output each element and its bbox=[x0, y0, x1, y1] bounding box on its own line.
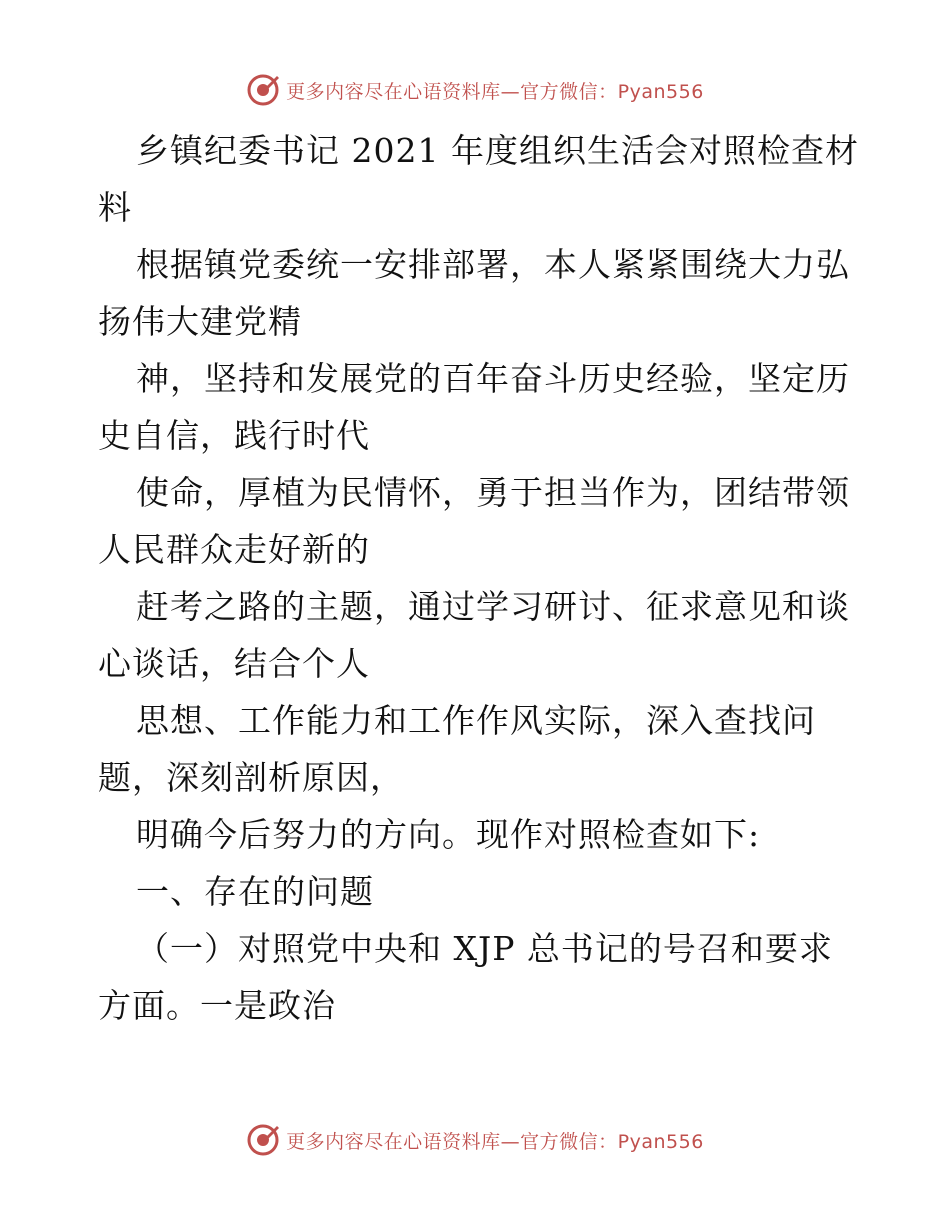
paragraph-line: 心谈话，结合个人 bbox=[98, 644, 370, 683]
pen-logo-icon bbox=[246, 73, 280, 107]
watermark-text: 更多内容尽在心语资料库—官方微信：Pyan556 bbox=[286, 80, 704, 103]
subsection-heading: （一）对照党中央和 XJP 总书记的号召和要求 bbox=[136, 929, 833, 968]
paragraph-line: 使命，厚植为民情怀，勇于担当作为，团结带领 bbox=[136, 473, 850, 512]
paragraph-line: 思想、工作能力和工作作风实际，深入查找问 bbox=[136, 701, 816, 740]
paragraph-line: 神，坚持和发展党的百年奋斗历史经验，坚定历 bbox=[136, 359, 850, 398]
pen-logo-icon bbox=[246, 1123, 280, 1157]
paragraph-line: 方面。一是政治 bbox=[98, 986, 336, 1025]
header-watermark bbox=[0, 70, 950, 110]
section-heading: 一、存在的问题 bbox=[136, 872, 374, 911]
paragraph-line: 明确今后努力的方向。现作对照检查如下: bbox=[136, 815, 761, 854]
paragraph-line: 题，深刻剖析原因， bbox=[98, 758, 404, 797]
paragraph-line: 扬伟大建党精 bbox=[98, 302, 302, 341]
paragraph-line: 史自信，践行时代 bbox=[98, 416, 370, 455]
paragraph-line: 根据镇党委统一安排部署，本人紧紧围绕大力弘 bbox=[136, 245, 850, 284]
watermark-text: 更多内容尽在心语资料库—官方微信：Pyan556 bbox=[286, 1130, 704, 1153]
document-body bbox=[98, 122, 858, 1034]
paragraph-line: 人民群众走好新的 bbox=[98, 530, 370, 569]
paragraph-line: 赶考之路的主题，通过学习研讨、征求意见和谈 bbox=[136, 587, 850, 626]
title-line-1: 乡镇纪委书记 2021 年度组织生活会对照检查材 bbox=[136, 131, 859, 170]
footer-watermark bbox=[0, 1120, 950, 1160]
title-line-2: 料 bbox=[98, 188, 132, 227]
